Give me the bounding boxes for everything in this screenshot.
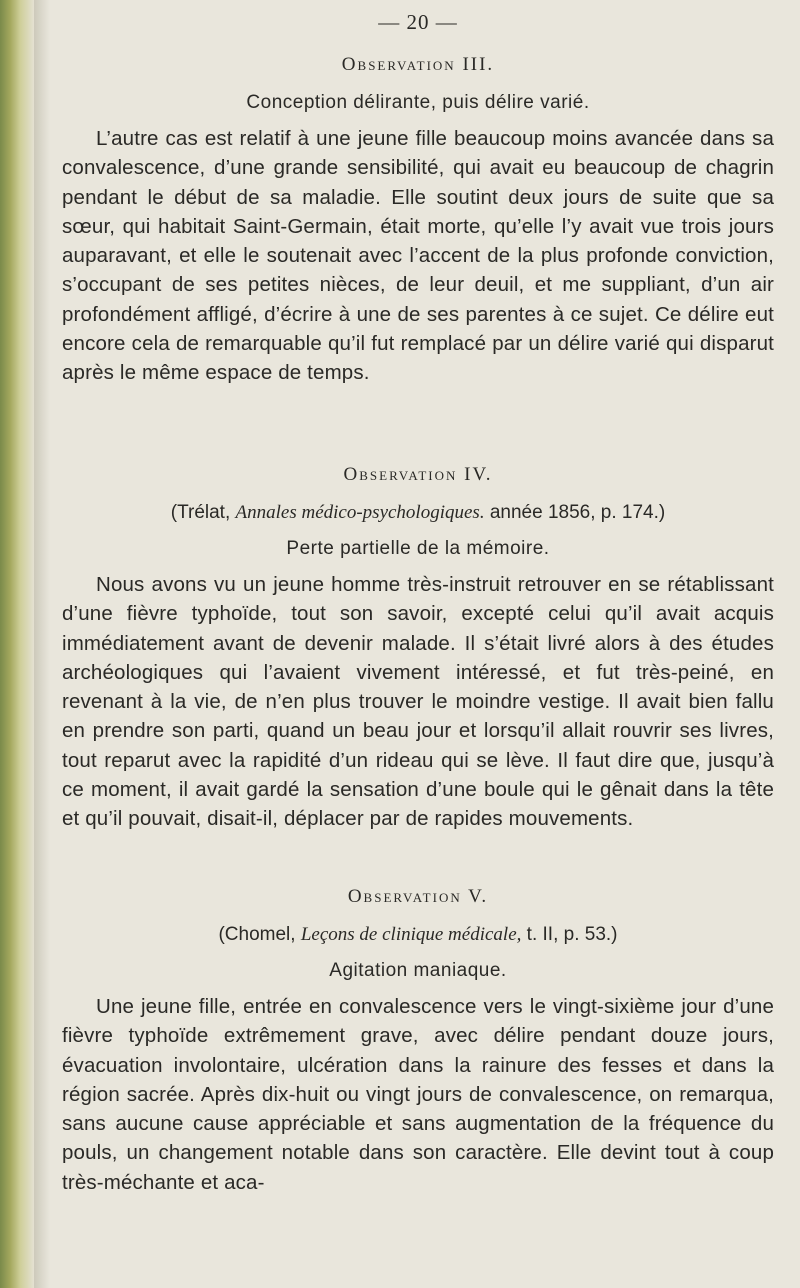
observation-5-heading: Observation V. [347,886,489,907]
observation-4-reference [62,502,774,524]
reference-details: t. II, p. 53.) [526,924,618,945]
binding-gutter [0,0,34,1288]
observation-5-paragraph: Une jeune fille, entrée en convalescence vers le vingt-sixième jour d’une fièvre typhoïde extrêmement grave, avec délire pendant douze jours, évacuation involontaire, ulcération dans la rainure des fesses et dans la région sacrée. Après dix-huit ou vingt jours de convalescence, on remarqua, sans aucune cause appréciable et sans augmentation de la fréquence du pouls, un changement notable dans son caractère. Elle devint tout à coup très-méchante et aca- [62,995,774,1194]
observation-3-paragraph: L’autre cas est relatif à une jeune fille beaucoup moins avancée dans sa convalescence, d’une grande sensibilité, qui avait eu beaucoup de chagrin pendant le début de sa maladie. Elle soutint deux jours de suite que sa sœur, qui habitait Saint-Germain, était morte, qu’elle l’y avait vue trois jours auparavant, et elle le soutenait avec l’accent de la plus profonde conviction, s’occupant de ses petites nièces, de leur deuil, et me suppliant, d’un air profondément affligé, d’écrire à une de ses parentes à ce sujet. Ce délire eut encore cela de remarquable qu’il fut remplacé par un délire varié qui disparut après le même espace de temps. [62,127,774,385]
reference-title: Annales médico-psychologiques. [235,502,485,523]
reference-author: (Trélat, [170,502,231,523]
observation-5-reference [62,924,774,946]
observation-3-heading: Observation III. [341,54,495,75]
reference-title: Leçons de clinique médicale, [300,924,522,945]
reference-author: (Chomel, [218,924,296,945]
observation-4-paragraph: Nous avons vu un jeune homme très-instruit retrouver en se rétablissant d’une fièvre typhoïde, tout son savoir, excepté celui qu’il avait acquis immédiatement avant de devenir malade. Il s’était livré alors à des études archéologiques qui l’avaient vivement intéressé, et fut très-peiné, en revenant à la vie, de n’en plus trouver le moindre vestige. Il avait bien fallu en prendre son parti, quand un beau jour et lorsqu’il allait rouvrir ses livres, tout reparut avec la rapidité d’un rideau qui se lève. Il faut dire que, jusqu’à ce moment, il avait gardé la sensation d’une boule qui le gênait dans la tête et qu’il pouvait, disait-il, déplacer par de rapides mouvements. [62,573,774,831]
observation-4-heading: Observation IV. [343,464,493,485]
observation-5-subtitle: Agitation maniaque. [329,960,507,981]
observation-4-subtitle: Perte partielle de la mémoire. [286,538,550,559]
binding-shadow [34,0,50,1288]
reference-details: année 1856, p. 174.) [489,502,666,523]
observation-3-subtitle: Conception délirante, puis délire varié. [246,92,590,113]
page-number: — 20 — [378,10,458,34]
